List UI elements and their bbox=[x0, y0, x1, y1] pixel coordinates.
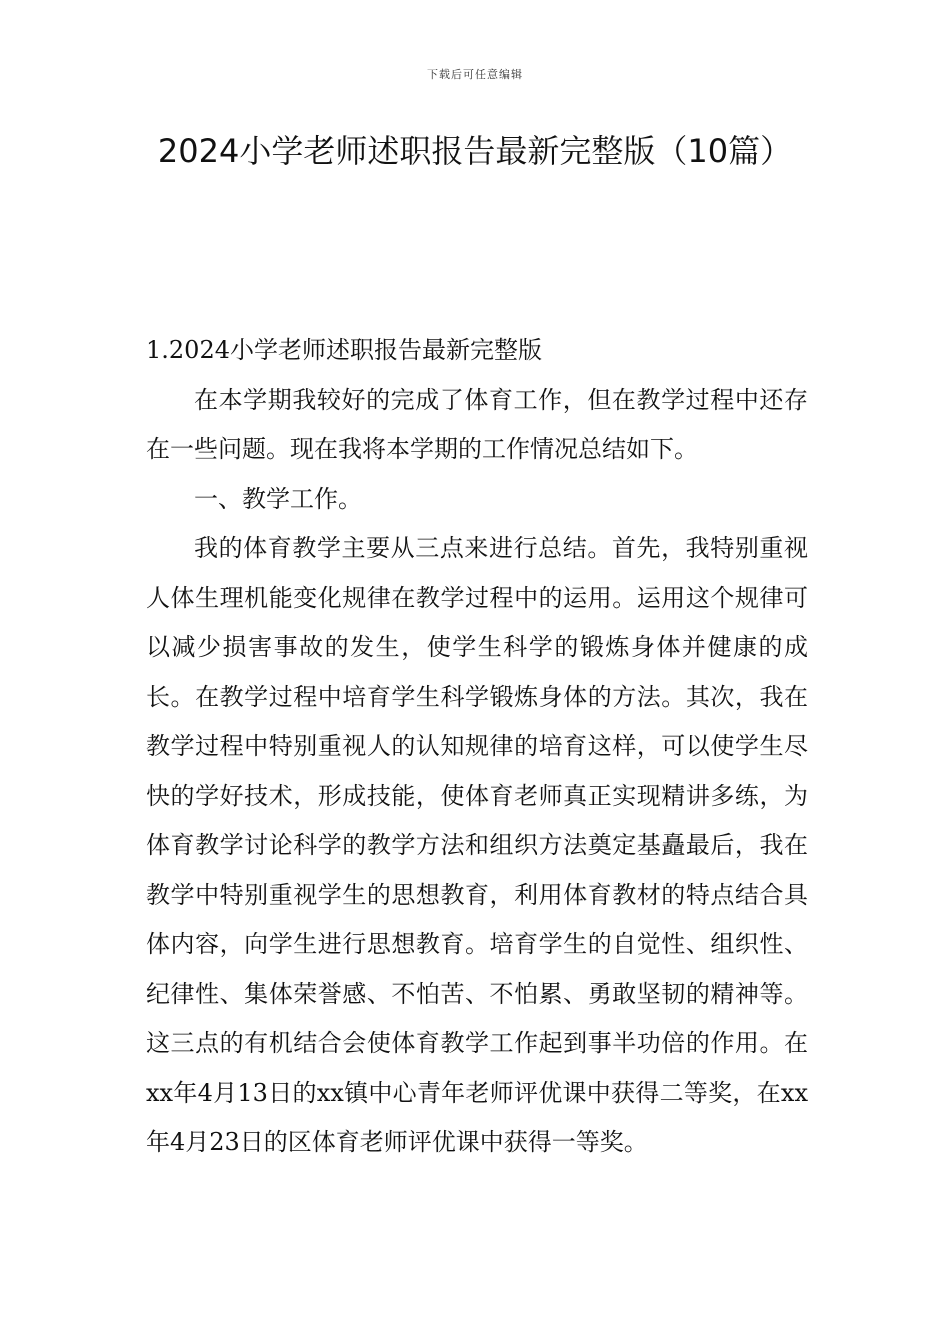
page-header-note: 下载后可任意编辑 bbox=[427, 68, 523, 81]
paragraph-teaching-summary: 我的体育教学主要从三点来进行总结。首先，我特别重视人体生理机能变化规律在教学过程中的运用。运用这个规律可以减少损害事故的发生，使学生科学的锻炼身体并健康的成长。在教学过程中培育学生科学锻炼身体的方法。其次，我在教学过程中特别重视人的认知规律的培育这样，可以使学生尽快的学好技术，形成技能，使体育老师真正实现精讲多练，为体育教学讨论科学的教学方法和组织方法奠定基矗最后，我在教学中特别重视学生的思想教育，利用体育教材的特点结合具体内容，向学生进行思想教育。培育学生的自觉性、组织性、纪律性、集体荣誉感、不怕苦、不怕累、勇敢坚韧的精神等。这三点的有机结合会使体育教学工作起到事半功倍的作用。在xx年4月13日的xx镇中心青年老师评优课中获得二等奖，在xx年4月23日的区体育老师评优课中获得一等奖。 bbox=[146, 534, 808, 1156]
document-title: 2024小学老师述职报告最新完整版（10篇） bbox=[157, 132, 793, 170]
section-heading: 1.2024小学老师述职报告最新完整版 bbox=[146, 336, 542, 364]
document-body bbox=[146, 326, 808, 1168]
paragraph-subheading-teaching: 一、教学工作。 bbox=[194, 484, 362, 513]
paragraph-intro: 在本学期我较好的完成了体育工作，但在教学过程中还存在一些问题。现在我将本学期的工作情况总结如下。 bbox=[146, 385, 808, 463]
